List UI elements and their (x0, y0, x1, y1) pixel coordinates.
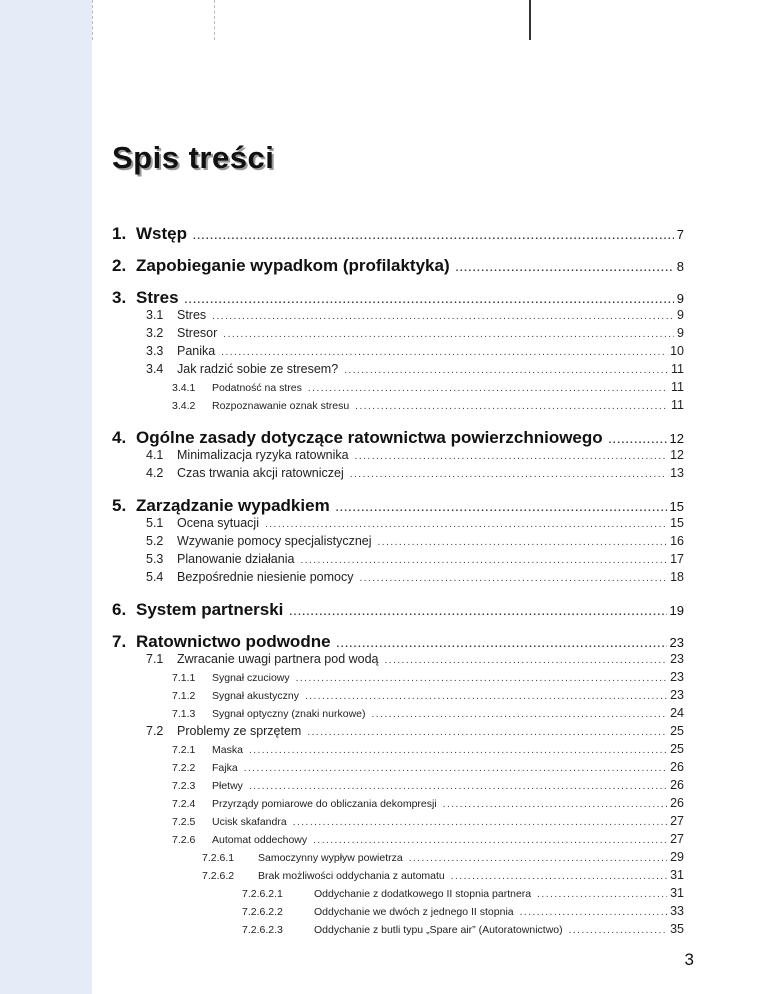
toc-entry-number: 5.2 (146, 534, 164, 548)
dot-leader (569, 925, 667, 936)
toc-entry-label: Maska (212, 744, 243, 756)
toc-entry-page: 11 (671, 380, 684, 394)
toc-entry-number: 4.2 (146, 466, 164, 480)
toc-entry-number: 7.1 (146, 652, 164, 666)
dot-leader (443, 799, 667, 810)
page-number: 3 (684, 950, 694, 969)
toc-entry-number: 7.2.6 (172, 834, 196, 846)
dot-leader (378, 537, 668, 548)
dot-leader (313, 835, 667, 846)
toc-entry[interactable] (112, 496, 684, 516)
toc-entry-page: 25 (670, 724, 684, 738)
toc-entry-label: Sygnał optyczny (znaki nurkowe) (212, 708, 366, 720)
dot-leader (360, 573, 668, 584)
toc-entry[interactable] (112, 724, 684, 738)
toc-entry-number: 3.4.2 (172, 400, 196, 412)
toc-entry-number: 7.2.6.2.1 (242, 888, 283, 900)
toc-entry[interactable] (112, 326, 684, 340)
toc-entry-label: Ucisk skafandra (212, 816, 287, 828)
toc-entry-label: Bezpośrednie niesienie pomocy (177, 570, 354, 584)
toc-entry-label: Planowanie działania (177, 552, 295, 566)
toc-entry[interactable] (112, 868, 684, 882)
toc-entry-number: 3.4.1 (172, 382, 196, 394)
toc-entry-label: Sygnał akustyczny (212, 690, 299, 702)
toc-entry[interactable] (112, 256, 684, 276)
dot-leader (293, 817, 667, 828)
toc-entry-number: 5. (112, 496, 127, 515)
dot-leader (212, 311, 674, 322)
toc-entry-label: Panika (177, 344, 216, 358)
toc-entry[interactable] (112, 814, 684, 828)
toc-entry[interactable] (112, 552, 684, 566)
toc-entry-page: 35 (670, 922, 684, 936)
toc-entry-label: Stres (177, 308, 207, 322)
toc-entry-label: Minimalizacja ryzyka ratownika (177, 448, 349, 462)
toc-entry-label: Ocena sytuacji (177, 516, 259, 530)
toc-entry-label: Jak radzić sobie ze stresem? (177, 362, 339, 376)
toc-entry-number: 5.3 (146, 552, 164, 566)
toc-entry-page: 12 (670, 448, 684, 462)
toc-entry[interactable] (112, 344, 684, 358)
toc-entry-number: 7.1.2 (172, 690, 196, 702)
dot-leader (265, 519, 667, 530)
toc-entry[interactable] (112, 688, 684, 702)
toc-entry-number: 2. (112, 256, 127, 275)
toc-entry-page: 29 (670, 850, 684, 864)
dot-leader (244, 763, 667, 774)
toc-entry-label: Brak możliwości oddychania z automatu (258, 870, 445, 882)
dot-leader (249, 781, 667, 792)
toc-entry-label: Czas trwania akcji ratowniczej (177, 466, 344, 480)
toc-entry[interactable] (112, 850, 684, 864)
toc-entry[interactable] (112, 308, 684, 322)
dot-leader (296, 673, 667, 684)
toc-entry-number: 7.2.6.2 (202, 870, 235, 882)
toc-entry-page: 12 (669, 431, 684, 446)
toc-entry-page: 11 (671, 362, 684, 376)
toc-entry-label: Zwracanie uwagi partnera pod wodą (177, 652, 379, 666)
toc-entry[interactable] (112, 904, 684, 918)
page-title: Spis treści (112, 140, 275, 175)
toc-entry[interactable] (112, 922, 684, 936)
toc-entry-page: 26 (670, 778, 684, 792)
toc-entry-number: 7.2.2 (172, 762, 196, 774)
toc-entry-label: Stres (136, 288, 179, 307)
toc-entry[interactable] (112, 670, 684, 684)
dot-leader (300, 555, 667, 566)
toc-entry-page: 9 (677, 308, 684, 322)
toc-entry[interactable] (112, 652, 684, 666)
toc-entry[interactable] (112, 886, 684, 900)
dot-leader (307, 727, 667, 738)
toc-entry-label: Wzywanie pomocy specjalistycznej (177, 534, 372, 548)
toc-entry[interactable] (112, 448, 684, 462)
dot-leader (537, 889, 667, 900)
toc-entry[interactable] (112, 516, 684, 530)
toc-entry-number: 1. (112, 224, 127, 243)
toc-entry-page: 15 (670, 516, 684, 530)
dot-leader (355, 401, 668, 412)
toc-entry-label: Oddychanie z dodatkowego II stopnia partnera (314, 888, 532, 900)
toc-entry-number: 7.2.6.1 (202, 852, 235, 864)
toc-entry-label: Fajka (212, 762, 238, 774)
dot-leader (305, 691, 667, 702)
crop-mark (214, 0, 215, 40)
dot-leader (456, 263, 674, 274)
dot-leader (193, 231, 674, 242)
toc-entry-page: 23 (670, 652, 684, 666)
toc-entry-page: 27 (670, 832, 684, 846)
dot-leader (355, 451, 668, 462)
toc-entry[interactable] (112, 778, 684, 792)
toc-entry[interactable] (112, 570, 684, 584)
toc-entry-page: 31 (670, 868, 684, 882)
dot-leader (337, 639, 667, 650)
toc-entry-label: Oddychanie we dwóch z jednego II stopnia (314, 906, 514, 918)
toc-entry-label: Zarządzanie wypadkiem (136, 496, 330, 515)
toc-entry-label: Stresor (177, 326, 218, 340)
left-margin-band (0, 0, 92, 994)
toc-entry[interactable] (112, 362, 684, 376)
dot-leader (609, 435, 667, 446)
toc-entry-number: 3.1 (146, 308, 164, 322)
toc-entry-number: 7.2.3 (172, 780, 196, 792)
toc-entry-page: 26 (670, 760, 684, 774)
toc-entry-page: 23 (670, 670, 684, 684)
dot-leader (350, 469, 667, 480)
toc-entry-page: 17 (670, 552, 684, 566)
toc-entry-number: 7. (112, 632, 127, 651)
toc-entry[interactable] (112, 380, 684, 394)
toc-entry-label: Ogólne zasady dotyczące ratownictwa powierzchniowego (136, 428, 603, 447)
crop-mark (529, 0, 531, 40)
toc-entry-label: Oddychanie z butli typu „Spare air” (Autoratownictwo) (314, 924, 563, 936)
toc-entry-number: 7.1.3 (172, 708, 196, 720)
dot-leader (336, 503, 667, 514)
toc-entry[interactable] (112, 742, 684, 756)
toc-entry-page: 23 (669, 635, 684, 650)
toc-entry-label: Płetwy (212, 780, 243, 792)
toc-entry-page: 7 (676, 227, 684, 242)
toc-entry-number: 3.2 (146, 326, 164, 340)
toc-entry-number: 3.4 (146, 362, 164, 376)
toc-entry-number: 4. (112, 428, 127, 447)
toc-entry-label: Problemy ze sprzętem (177, 724, 302, 738)
dot-leader (223, 329, 674, 340)
toc-entry-page: 10 (670, 344, 684, 358)
toc-entry-page: 31 (670, 886, 684, 900)
toc-entry-label: System partnerski (136, 600, 284, 619)
dot-leader (409, 853, 667, 864)
toc-entry-page: 11 (671, 398, 684, 412)
toc-entry[interactable] (112, 796, 684, 810)
toc-entry-page: 9 (677, 326, 684, 340)
dot-leader (385, 655, 668, 666)
dot-leader (289, 607, 666, 618)
dot-leader (185, 295, 674, 306)
dot-leader (308, 383, 668, 394)
toc-entry-label: Wstęp (136, 224, 187, 243)
toc-entry-page: 33 (670, 904, 684, 918)
toc-entry-page: 13 (670, 466, 684, 480)
toc-entry[interactable] (112, 466, 684, 480)
toc-entry-number: 7.2.6.2.2 (242, 906, 283, 918)
toc-entry-number: 3.3 (146, 344, 164, 358)
toc-entry[interactable] (112, 288, 684, 308)
toc-entry-page: 25 (670, 742, 684, 756)
toc-entry-number: 7.2.5 (172, 816, 196, 828)
toc-entry-label: Samoczynny wypływ powietrza (258, 852, 403, 864)
dot-leader (344, 365, 668, 376)
toc-entry-page: 19 (669, 603, 684, 618)
toc-entry[interactable] (112, 534, 684, 548)
toc-entry-number: 7.2.4 (172, 798, 196, 810)
toc-entry[interactable] (112, 398, 684, 412)
toc-entry[interactable] (112, 428, 684, 448)
toc-entry-label: Automat oddechowy (212, 834, 308, 846)
toc-entry-number: 7.2.6.2.3 (242, 924, 283, 936)
dot-leader (520, 907, 667, 918)
toc-entry-page: 9 (676, 291, 684, 306)
crop-mark (92, 0, 93, 40)
toc-entry-label: Przyrządy pomiarowe do obliczania dekompresji (212, 798, 437, 810)
toc-entry-label: Sygnał czuciowy (212, 672, 290, 684)
toc-entry[interactable] (112, 760, 684, 774)
toc-entry-label: Zapobieganie wypadkom (profilaktyka) (136, 256, 450, 275)
toc-entry-page: 24 (670, 706, 684, 720)
toc-entry-page: 18 (670, 570, 684, 584)
toc-entry-page: 27 (670, 814, 684, 828)
toc-entry-page: 23 (670, 688, 684, 702)
toc-entry-number: 7.1.1 (172, 672, 196, 684)
toc-entry-label: Rozpoznawanie oznak stresu (212, 400, 350, 412)
dot-leader (372, 709, 668, 720)
toc-entry-label: Ratownictwo podwodne (136, 632, 331, 651)
toc-entry-page: 8 (676, 259, 684, 274)
toc-entry-page: 26 (670, 796, 684, 810)
toc-entry[interactable] (112, 224, 684, 244)
dot-leader (221, 347, 667, 358)
toc-entry-number: 7.2 (146, 724, 164, 738)
toc-entry-number: 4.1 (146, 448, 164, 462)
toc-entry-number: 5.1 (146, 516, 164, 530)
toc-entry-number: 5.4 (146, 570, 164, 584)
toc-entry-label: Podatność na stres (212, 382, 302, 394)
toc-entry[interactable] (112, 600, 684, 620)
toc-entry-number: 7.2.1 (172, 744, 196, 756)
toc-entry[interactable] (112, 832, 684, 846)
dot-leader (249, 745, 667, 756)
toc-entry-number: 6. (112, 600, 127, 619)
toc-entry-page: 15 (669, 499, 684, 514)
toc-entry[interactable] (112, 706, 684, 720)
dot-leader (451, 871, 667, 882)
toc-entry-number: 3. (112, 288, 127, 307)
toc-entry-page: 16 (670, 534, 684, 548)
toc-entry[interactable] (112, 632, 684, 652)
